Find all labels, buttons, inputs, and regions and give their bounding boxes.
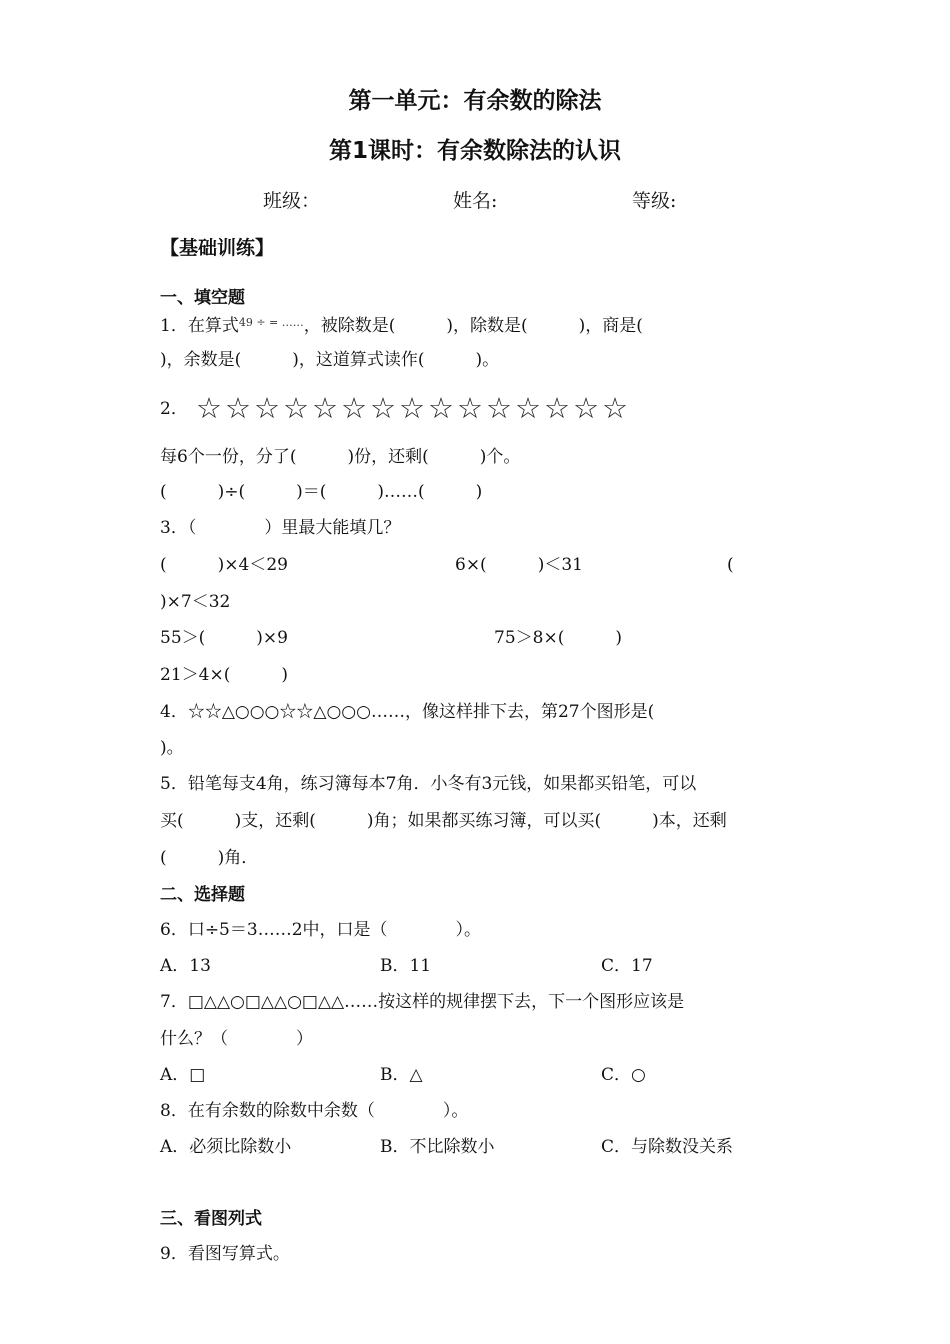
- question-5-line-3: ( )角．: [160, 848, 259, 868]
- question-7-line-2: 什么？（ ）: [160, 1029, 313, 1049]
- q3-item-5: 75＞8×( ): [494, 628, 622, 648]
- q7-option-c: C．○: [601, 1065, 646, 1085]
- question-2-line-2: ( )÷( )＝( )……( ): [160, 482, 483, 502]
- q7-option-b: B．△: [380, 1065, 423, 1085]
- question-1-line-1: [160, 311, 643, 338]
- question-4-line-1: 4．☆☆△○○○☆☆△○○○……，像这样排下去，第27个图形是(: [160, 702, 655, 722]
- q7-option-a: A．□: [160, 1065, 206, 1085]
- question-3: 3．（ ）里最大能填几？: [160, 518, 401, 538]
- q6-option-c: C．17: [601, 956, 653, 976]
- section-basic: 【基础训练】: [160, 237, 275, 259]
- class-label: 班级：: [263, 190, 321, 212]
- heading-fill-blank: 一、填空题: [160, 288, 245, 308]
- q8-option-b: B．不比除数小: [380, 1137, 495, 1157]
- q1-text-a: ，被除数是( )，除数是( )，商是(: [303, 316, 643, 336]
- q8-option-c: C．与除数没关系: [601, 1137, 734, 1157]
- q3-item-3-end: )×7＜32: [160, 592, 231, 612]
- q1-formula: 49 ÷ = ……: [238, 316, 304, 329]
- page-title: 第一单元：有余数的除法: [348, 88, 602, 114]
- question-5-line-1: 5．铅笔每支4角，练习簿每本7角．小冬有3元钱，如果都买铅笔，可以: [160, 774, 697, 794]
- question-6: 6．口÷5＝3……2中，口是（ ）。: [160, 920, 482, 940]
- heading-choice: 二、选择题: [160, 885, 245, 905]
- question-2-number: 2．: [160, 399, 188, 419]
- q3-item-4: 55＞( )×9: [160, 628, 288, 648]
- q3-item-6: 21＞4×( ): [160, 665, 288, 685]
- q3-item-2: 6×( )＜31: [455, 555, 583, 575]
- grade-label: 等级:: [632, 190, 677, 212]
- question-5-line-2: 买( )支，还剩( )角；如果都买练习簿，可以买( )本，还剩: [160, 811, 727, 831]
- q3-item-3-start: (: [727, 555, 734, 575]
- q8-option-a: A．必须比除数小: [160, 1137, 292, 1157]
- heading-picture-formula: 三、看图列式: [160, 1209, 262, 1229]
- star-row: ☆☆☆☆☆☆☆☆☆☆☆☆☆☆☆: [196, 391, 631, 425]
- question-2-line-1: 每6个一份，分了( )份，还剩( )个。: [160, 447, 521, 467]
- q1-prefix: 1．在算式: [160, 316, 239, 336]
- question-7-line-1: 7．□△△○□△△○□△△……按这样的规律摆下去，下一个图形应该是: [160, 992, 685, 1012]
- q3-item-1: ( )×4＜29: [160, 555, 288, 575]
- name-label: 姓名:: [453, 190, 498, 212]
- q6-option-b: B．11: [380, 956, 432, 976]
- page-subtitle: 第1课时：有余数除法的认识: [328, 138, 621, 164]
- q6-option-a: A．13: [160, 956, 211, 976]
- question-4-line-2: )。: [160, 738, 184, 758]
- question-8: 8．在有余数的除数中余数（ ）。: [160, 1101, 469, 1121]
- question-1-line-2: )，余数是( )，这道算式读作( )。: [160, 350, 500, 370]
- question-9: 9．看图写算式。: [160, 1244, 290, 1264]
